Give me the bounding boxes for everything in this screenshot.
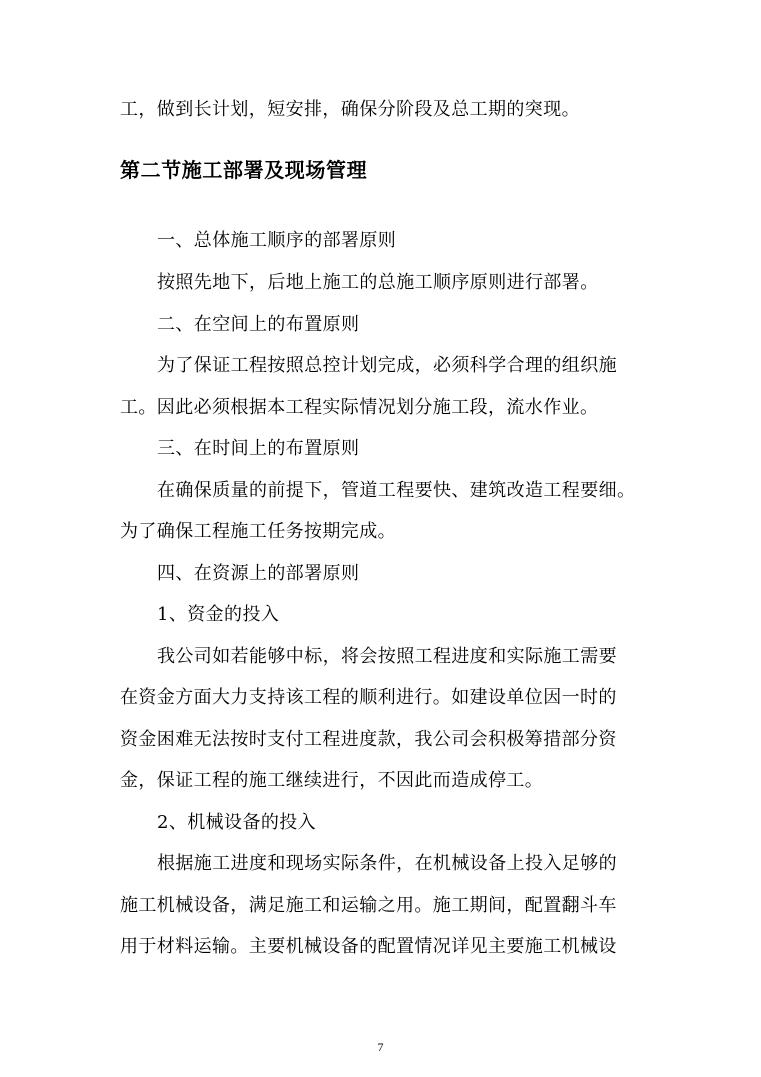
page-number: 7 — [377, 1040, 384, 1054]
subsection-heading: 三、在时间上的布置原则 — [157, 438, 360, 459]
section-heading: 第二节施工部署及现场管理 — [120, 158, 368, 182]
subsection-heading: 一、总体施工顺序的部署原则 — [157, 230, 397, 251]
subsection-heading: 二、在空间上的布置原则 — [157, 314, 360, 335]
body-text-line: 按照先地下，后地上施工的总施工顺序原则进行部署。 — [157, 272, 599, 293]
subsection-heading: 四、在资源上的部署原则 — [157, 563, 360, 584]
body-text-line: 金，保证工程的施工继续进行，不因此而造成停工。 — [120, 770, 544, 791]
body-text-line: 我公司如若能够中标，将会按照工程进度和实际施工需要 — [157, 646, 617, 667]
body-text-line: 根据施工进度和现场实际条件，在机械设备上投入足够的 — [157, 853, 617, 874]
body-text-line: 资金困难无法按时支付工程进度款，我公司会积极筹措部分资 — [120, 729, 617, 750]
body-text-line: 工。因此必须根据本工程实际情况划分施工段，流水作业。 — [120, 397, 599, 418]
body-text-line: 为了保证工程按照总控计划完成，必须科学合理的组织施 — [157, 355, 617, 376]
body-text-line: 工，做到长计划，短安排，确保分阶段及总工期的突现。 — [120, 99, 580, 120]
item-heading: 1、资金的投入 — [157, 604, 280, 625]
body-text-line: 用于材料运输。主要机械设备的配置情况详见主要施工机械设 — [120, 936, 617, 957]
body-text-line: 施工机械设备，满足施工和运输之用。施工期间，配置翻斗车 — [120, 895, 617, 916]
body-text-line: 在确保质量的前提下，管道工程要快、建筑改造工程要细。 — [157, 480, 636, 501]
body-text-line: 在资金方面大力支持该工程的顺利进行。如建设单位因一时的 — [120, 687, 617, 708]
body-text-line: 为了确保工程施工任务按期完成。 — [120, 521, 396, 542]
item-heading: 2、机械设备的投入 — [157, 812, 317, 833]
